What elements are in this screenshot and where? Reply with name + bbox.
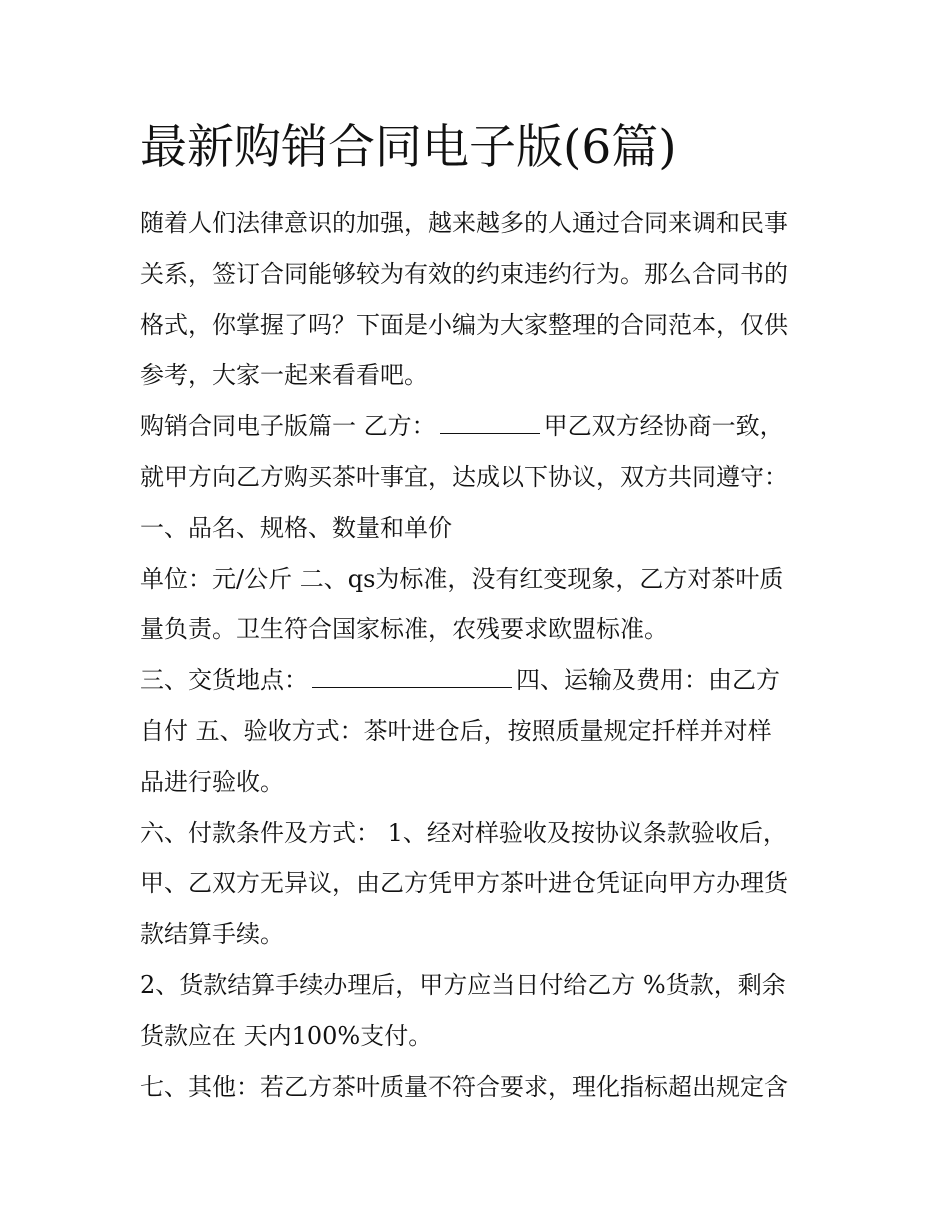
body-line bbox=[140, 1062, 830, 1113]
line-text: 量负责。卫生符合国家标准，农残要求欧盟标准。 bbox=[140, 615, 668, 644]
line-text: 四、运输及费用：由乙方 bbox=[516, 666, 780, 695]
body-line bbox=[140, 858, 830, 909]
line-text: 单位：元/公斤 二、qs为标准，没有红变现象，乙方对茶叶质 bbox=[140, 564, 784, 593]
body-line bbox=[140, 300, 830, 351]
line-text: 甲、乙双方无异议，由乙方凭甲方茶叶进仓凭证向甲方办理货 bbox=[140, 869, 788, 898]
line-text: 2、货款结算手续办理后，甲方应当日付给乙方 %货款，剩余 bbox=[140, 970, 786, 999]
body-line bbox=[140, 350, 830, 401]
body-line bbox=[140, 706, 830, 757]
line-text: 七、其他：若乙方茶叶质量不符合要求，理化指标超出规定含 bbox=[140, 1072, 788, 1101]
line-text: 就甲方向乙方购买茶叶事宜，达成以下协议，双方共同遵守： bbox=[140, 462, 788, 491]
line-text: 六、付款条件及方式： 1、经对样验收及按协议条款验收后， bbox=[140, 818, 787, 847]
document-title: 最新购销合同电子版(6篇) bbox=[140, 120, 677, 175]
document-body bbox=[140, 198, 830, 1112]
line-text: 款结算手续。 bbox=[140, 920, 284, 949]
body-line bbox=[140, 401, 830, 452]
line-text: 关系，签订合同能够较为有效的约束违约行为。那么合同书的 bbox=[140, 259, 788, 288]
party-b-blank bbox=[440, 413, 540, 434]
line-text: 随着人们法律意识的加强，越来越多的人通过合同来调和民事 bbox=[140, 209, 788, 237]
body-line bbox=[140, 1011, 830, 1062]
line-text: 品进行验收。 bbox=[140, 767, 284, 796]
delivery-location-blank bbox=[312, 667, 512, 688]
line-text: 甲乙双方经协商一致， bbox=[543, 412, 784, 441]
body-line bbox=[140, 960, 830, 1011]
body-line bbox=[140, 198, 830, 249]
body-line bbox=[140, 909, 830, 960]
body-line bbox=[140, 554, 830, 605]
line-text: 自付 五、验收方式：茶叶进仓后，按照质量规定扦样并对样 bbox=[140, 716, 772, 745]
line-text: 购销合同电子版篇一 乙方： bbox=[140, 412, 436, 441]
section-heading bbox=[140, 503, 830, 554]
line-text: 一、品名、规格、数量和单价 bbox=[140, 513, 452, 542]
line-text: 格式，你掌握了吗？下面是小编为大家整理的合同范本，仅供 bbox=[140, 310, 788, 339]
body-line bbox=[140, 757, 830, 808]
body-line bbox=[140, 655, 830, 706]
body-line bbox=[140, 452, 830, 503]
line-text: 三、交货地点： bbox=[140, 666, 308, 695]
body-line bbox=[140, 808, 830, 859]
body-line bbox=[140, 604, 830, 655]
body-line bbox=[140, 249, 830, 300]
line-text: 参考，大家一起来看看吧。 bbox=[140, 361, 428, 390]
line-text: 货款应在 天内100%支付。 bbox=[140, 1021, 433, 1050]
